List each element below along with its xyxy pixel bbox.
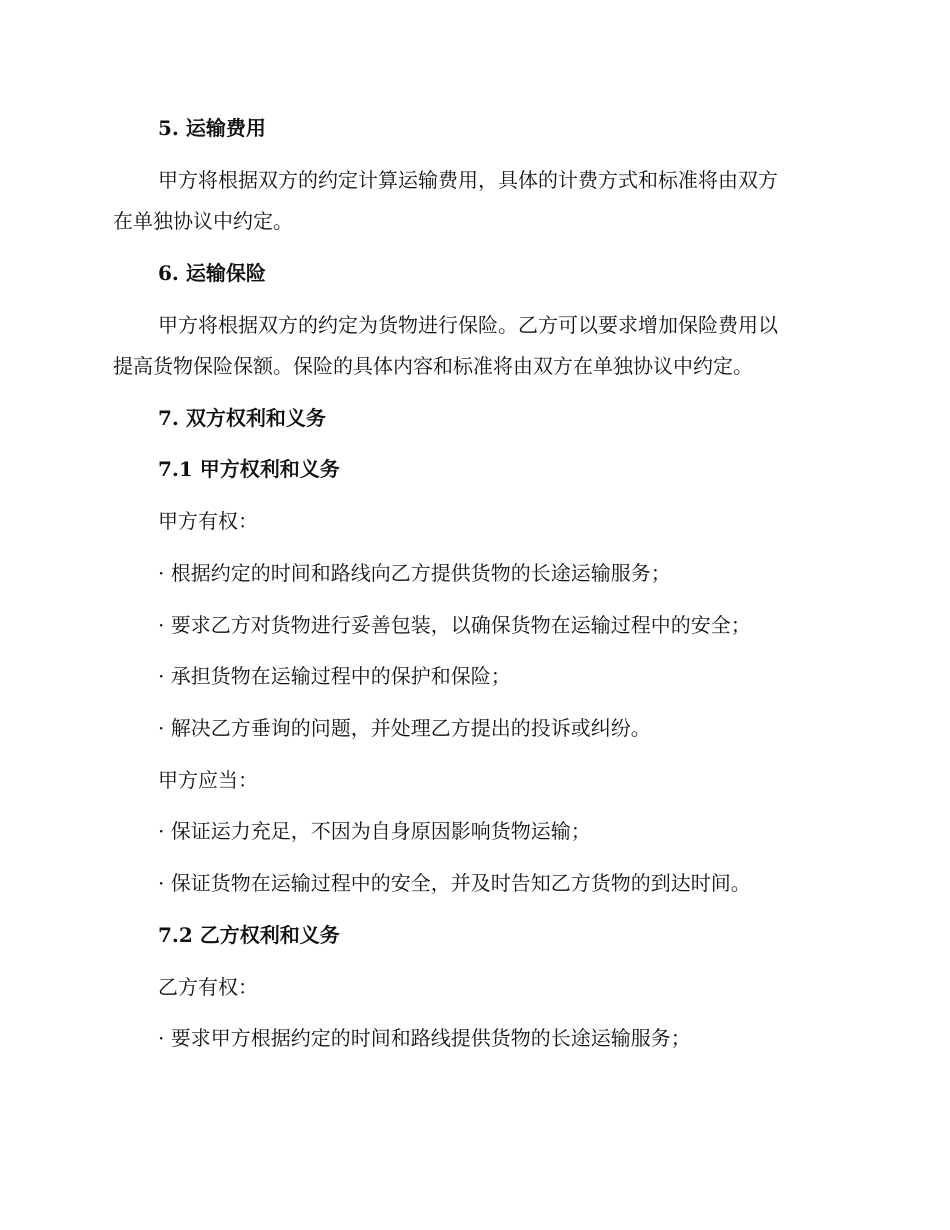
list-item: · 承担货物在运输过程中的保护和保险； bbox=[158, 664, 511, 688]
section-6-heading: 6. 运输保险 bbox=[158, 261, 266, 285]
party-b-rights-label: 乙方有权： bbox=[158, 975, 258, 999]
section-5-heading: 5. 运输费用 bbox=[158, 116, 266, 140]
section-6-paragraph-line-1: 甲方将根据双方的约定为货物进行保险。乙方可以要求增加保险费用以 bbox=[158, 313, 778, 337]
list-item: · 解决乙方垂询的问题，并处理乙方提出的投诉或纠纷。 bbox=[158, 716, 651, 740]
list-item: · 要求乙方对货物进行妥善包装，以确保货物在运输过程中的安全； bbox=[158, 613, 751, 637]
section-5-paragraph-line-2: 在单独协议中约定。 bbox=[113, 209, 293, 233]
list-item: · 保证运力充足，不因为自身原因影响货物运输； bbox=[158, 819, 591, 843]
list-item: · 保证货物在运输过程中的安全，并及时告知乙方货物的到达时间。 bbox=[158, 871, 751, 895]
list-item: · 根据约定的时间和路线向乙方提供货物的长途运输服务； bbox=[158, 561, 671, 585]
list-item: · 要求甲方根据约定的时间和路线提供货物的长途运输服务； bbox=[158, 1026, 691, 1050]
section-7-1-heading: 7.1 甲方权利和义务 bbox=[158, 457, 340, 481]
section-7-heading: 7. 双方权利和义务 bbox=[158, 406, 326, 430]
section-6-paragraph-line-2: 提高货物保险保额。保险的具体内容和标准将由双方在单独协议中约定。 bbox=[113, 354, 753, 378]
party-a-duties-label: 甲方应当： bbox=[158, 768, 258, 792]
section-5-paragraph-line-1: 甲方将根据双方的约定计算运输费用，具体的计费方式和标准将由双方 bbox=[158, 168, 778, 192]
party-a-rights-label: 甲方有权： bbox=[158, 509, 258, 533]
section-7-2-heading: 7.2 乙方权利和义务 bbox=[158, 923, 340, 947]
